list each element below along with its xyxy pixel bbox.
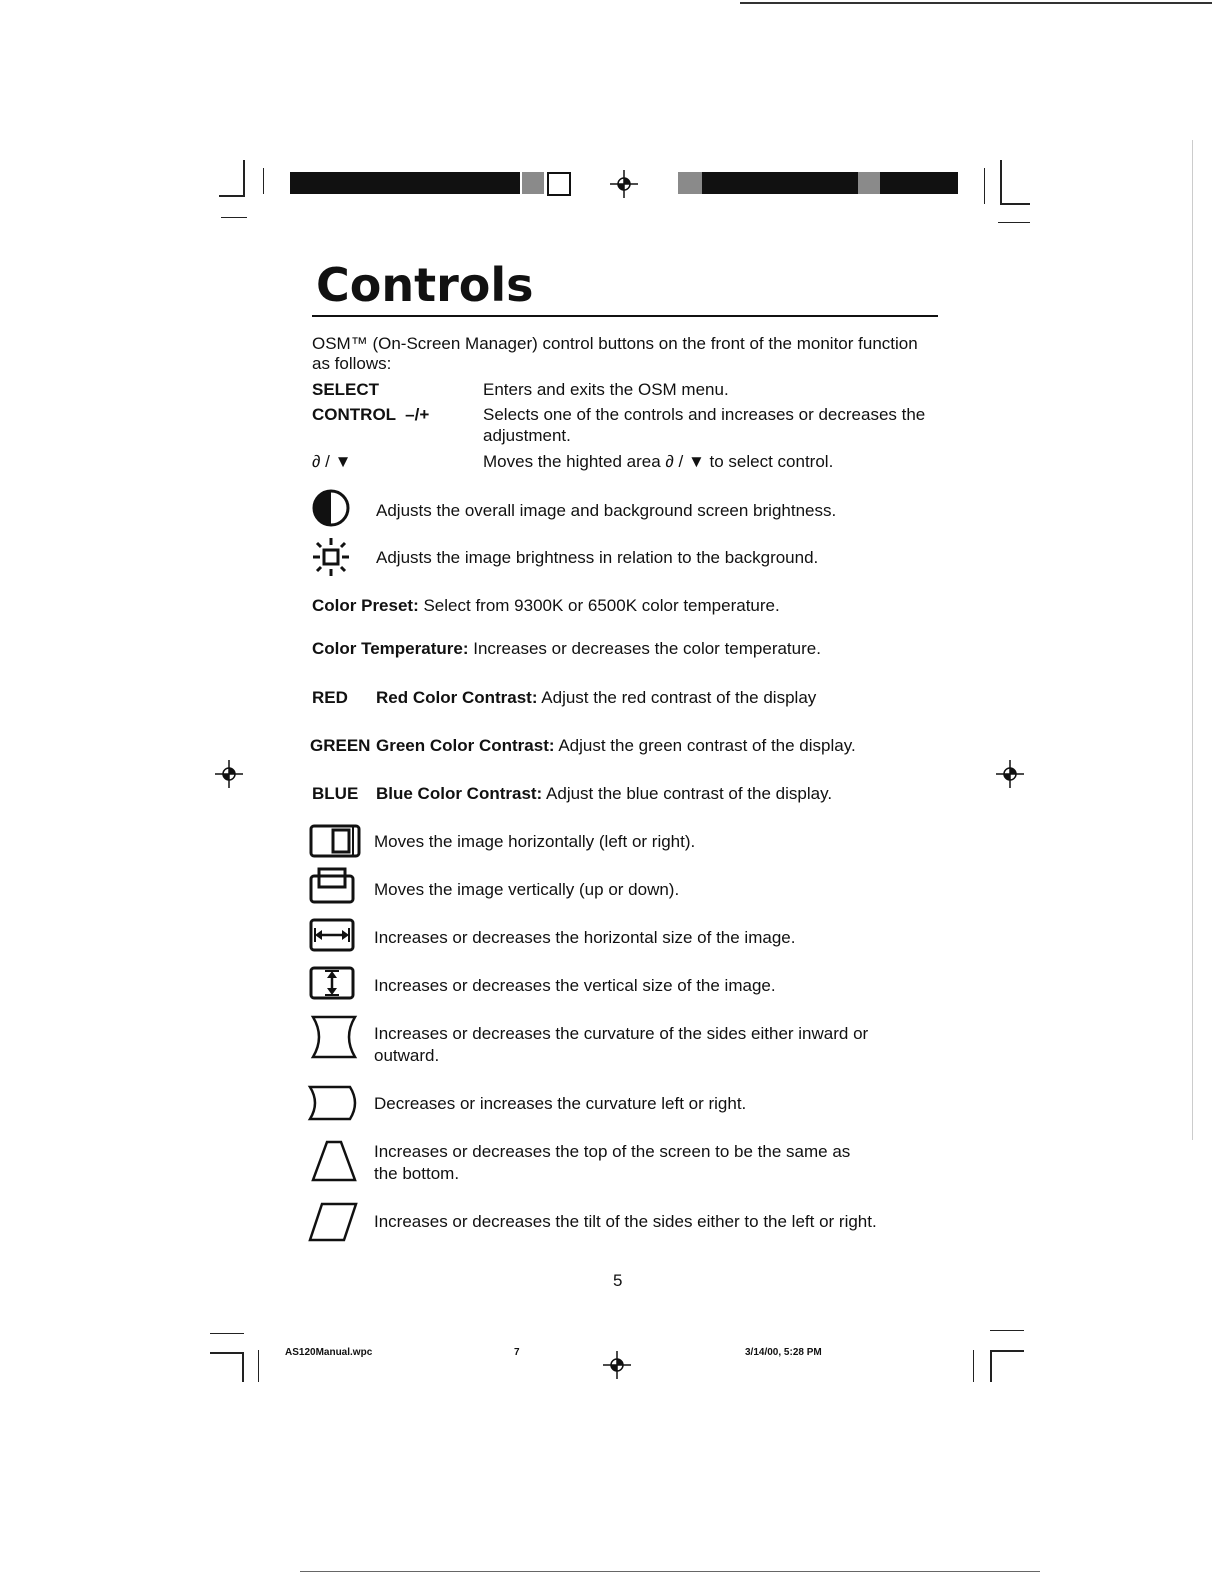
blue-tag: BLUE <box>312 784 359 803</box>
contrast-text: Adjusts the overall image and background screen brightness. <box>376 501 837 520</box>
footer-filename: AS120Manual.wpc <box>285 1347 373 1358</box>
right-edge-line <box>1192 140 1193 1140</box>
trapezoid-text-2: the bottom. <box>374 1164 460 1183</box>
button-label-arrows: ∂ / ▼ <box>312 452 352 471</box>
contrast-icon <box>311 488 351 528</box>
registration-crosshair-left <box>215 760 243 788</box>
pin-balance-text: Decreases or increases the curvature left or right. <box>374 1094 747 1113</box>
green-text: Adjust the green contrast of the display. <box>554 736 856 755</box>
vertical-position-text: Moves the image vertically (up or down). <box>374 880 680 899</box>
color-temp-text: Increases or decreases the color temperature. <box>468 639 821 658</box>
color-preset-label: Color Preset: <box>312 596 419 615</box>
crop-mark-top-right-v2 <box>1000 160 1002 204</box>
button-desc-select: Enters and exits the OSM menu. <box>483 380 729 399</box>
parallelogram-text: Increases or decreases the tilt of the sides either to the left or right. <box>374 1212 877 1231</box>
intro-line-2: as follows: <box>312 354 392 373</box>
crop-mark-bottom-left-v <box>242 1352 244 1382</box>
button-label-select: SELECT <box>312 380 380 399</box>
header-gray-block-left <box>522 172 544 194</box>
bottom-border <box>300 1571 1040 1572</box>
crop-mark-bottom-right-h <box>990 1350 1024 1352</box>
button-desc-control-2: adjustment. <box>483 426 571 445</box>
registration-crosshair-bottom <box>603 1351 631 1379</box>
header-bar-right <box>702 172 958 194</box>
red-label: Red Color Contrast: <box>376 688 538 707</box>
page-number: 5 <box>613 1271 623 1290</box>
page-title: Controls <box>316 258 534 312</box>
header-white-block <box>547 172 571 196</box>
crop-mark-bottom-right-h2 <box>990 1330 1024 1331</box>
footer-timestamp: 3/14/00, 5:28 PM <box>745 1347 822 1358</box>
red-tag: RED <box>312 688 348 707</box>
red-row <box>376 687 816 709</box>
blue-label: Blue Color Contrast: <box>376 784 543 803</box>
button-label-control: CONTROL –/+ <box>312 405 430 424</box>
green-row <box>376 735 856 757</box>
crop-mark-top-right-h <box>1000 203 1030 205</box>
blue-row <box>376 783 832 805</box>
horizontal-position-text: Moves the image horizontally (left or right). <box>374 832 696 851</box>
vertical-position-icon <box>309 866 357 906</box>
crop-mark-top-left-v2 <box>263 168 264 194</box>
crop-mark-top-left-h <box>219 195 245 197</box>
top-border <box>740 2 1212 4</box>
registration-crosshair-top <box>610 170 638 198</box>
green-tag: GREEN <box>310 736 371 755</box>
horizontal-size-icon <box>309 918 357 954</box>
pincushion-text-1: Increases or decreases the curvature of the sides either inward or <box>374 1024 869 1043</box>
header-gray-block-right2 <box>858 172 880 194</box>
crop-mark-bottom-left-h <box>210 1352 244 1354</box>
horizontal-position-icon <box>309 823 363 859</box>
crop-mark-bottom-left-v2 <box>258 1350 259 1382</box>
registration-crosshair-right <box>996 760 1024 788</box>
footer-page: 7 <box>514 1347 520 1358</box>
green-label: Green Color Contrast: <box>376 736 555 755</box>
crop-mark-bottom-right-v2 <box>990 1350 992 1382</box>
crop-mark-top-right-v <box>984 168 985 204</box>
button-desc-control-1: Selects one of the controls and increases or decreases the <box>483 405 926 424</box>
color-temp-label: Color Temperature: <box>312 639 469 658</box>
color-temp-row <box>312 638 821 660</box>
pincushion-text-2: outward. <box>374 1046 440 1065</box>
blue-text: Adjust the blue contrast of the display. <box>542 784 833 803</box>
header-bar-left <box>290 172 520 194</box>
trapezoid-text-1: Increases or decreases the top of the screen to be the same as <box>374 1142 851 1161</box>
pincushion-icon <box>309 1013 359 1061</box>
horizontal-size-text: Increases or decreases the horizontal size of the image. <box>374 928 796 947</box>
vertical-size-icon <box>309 966 357 1002</box>
trapezoid-icon <box>309 1138 359 1184</box>
vertical-size-text: Increases or decreases the vertical size of the image. <box>374 976 776 995</box>
header-gray-block-right1 <box>678 172 702 194</box>
intro-line-1: OSM™ (On-Screen Manager) control buttons on the front of the monitor function <box>312 334 918 353</box>
title-rule <box>312 315 938 317</box>
pin-balance-icon <box>306 1083 360 1123</box>
brightness-text: Adjusts the image brightness in relation to the background. <box>376 548 819 567</box>
color-preset-row <box>312 595 780 617</box>
crop-mark-top-right-h2 <box>998 222 1030 223</box>
parallelogram-icon <box>306 1200 360 1244</box>
brightness-icon <box>311 535 351 579</box>
button-desc-arrows: Moves the highted area ∂ / ▼ to select control. <box>483 452 834 471</box>
crop-mark-bottom-left-h2 <box>210 1333 244 1334</box>
crop-mark-top-left-h2 <box>221 217 247 218</box>
red-text: Adjust the red contrast of the display <box>537 688 817 707</box>
crop-mark-top-left-v <box>243 160 245 196</box>
crop-mark-bottom-right-v <box>973 1350 974 1382</box>
color-preset-text: Select from 9300K or 6500K color temperature. <box>418 596 780 615</box>
